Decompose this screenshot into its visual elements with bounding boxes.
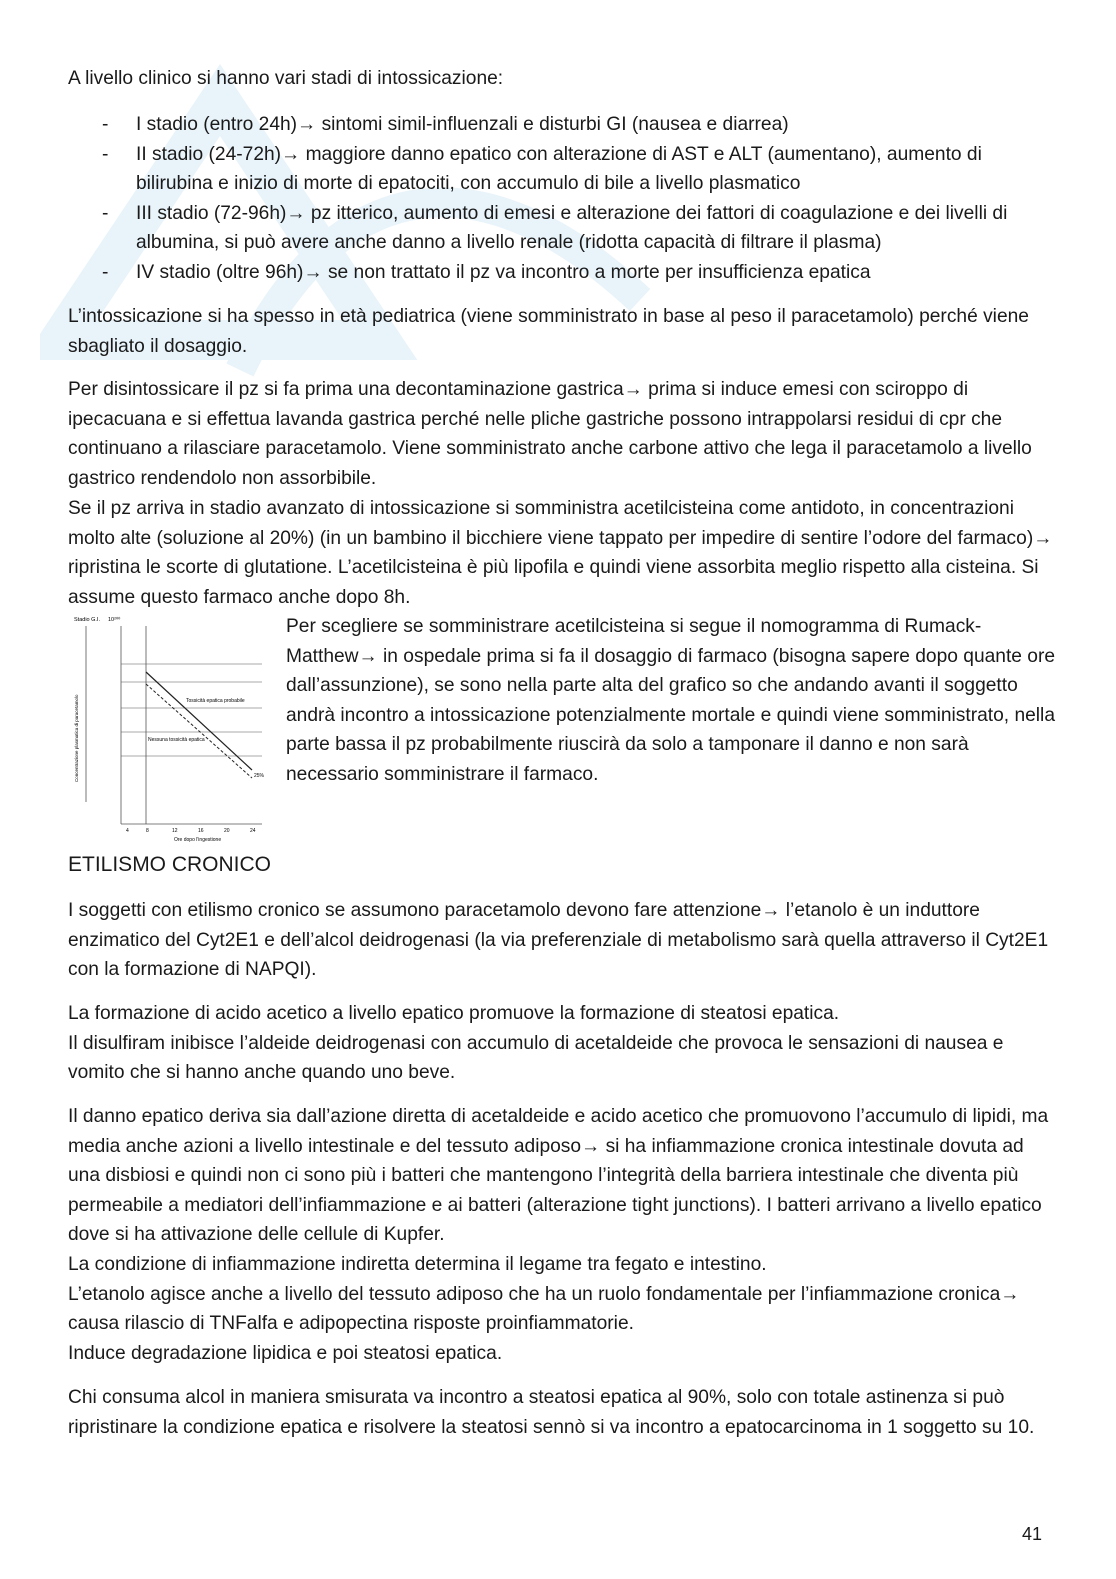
sentence: Il danno epatico deriva sia dall’azione diretta di acetaldeide e acido acetico che promuovono l’accumulo di lipidi, ma media anche azioni a livello intestinale e del tessuto adiposo→ si ha infiammazione cronica intestinale dovuta ad una disbiosi e quindi non ci sono più i batteri che mantengono l’integrità della barriera intestinale che diventa più permeabile a mediatori dell’infiammazione e ai batteri (alterazione tight junctions). I batteri arrivano a livello epatico dove si ha attivazione delle cellule di Kupfer. [68,1106,1049,1246]
list-item: - III stadio (72-96h)→ pz itterico, aumento di emesi e alterazione dei fattori di coagulazione e dei livelli di albumina, si può avere anche danno a livello renale (ridotta capacità di filtrare il plasma) [102,202,1008,254]
x-tick: 4 [126,828,129,834]
sentence: La condizione di infiammazione indiretta determina il legame tra fegato e intestino. [68,1253,767,1275]
paragraph-etilismo-4: Chi consuma alcol in maniera smisurata va incontro a steatosi epatica al 90%, solo con totale astinenza si può ripristinare la condizione epatica e risolvere la steatosi sennò si va incontro a epatocarcinoma in 1 soggetto su 10. [68,1387,1035,1438]
sentence: Il disulfiram inibisce l’aldeide deidrogenasi con accumulo di acetaldeide che provoca le sensazioni di nausea e vomito che si hanno anche quando uno beve. [68,1032,1004,1084]
paragraph-etilismo-3 [68,1102,1058,1368]
stages-list [68,110,1058,288]
figure-top-label: Stadio G.I. [74,617,100,623]
paragraph-detox-2: Se il pz arriva in stadio avanzato di intossicazione si somministra acetilcisteina come antidoto, in concentrazioni molto alte (soluzione al 20%) (in un bambino il bicchiere viene tappato per impedire di sentire l’odore del farmaco)→ ripristina le scorte di glutatione. L’acetilcisteina è più lipofila e quindi viene assorbita meglio rispetto alla cisteina. Si assume questo farmaco anche dopo 8h. [68,498,1053,608]
intro-text: A livello clinico si hanno vari stadi di intossicazione: [68,68,504,89]
paragraph-etilismo-1: I soggetti con etilismo cronico se assumono paracetamolo devono fare attenzione→ l’etanolo è un induttore enzimatico del Cyt2E1 e dell’alcol deidrogenasi (la via preferenziale di metabolismo sarà quella attraverso il Cyt2E1 con la formazione di NAPQI). [68,900,1049,981]
x-tick: 16 [198,828,204,834]
x-tick: 8 [146,828,149,834]
paragraph-nomogram: Per scegliere se somministrare acetilcisteina si segue il nomogramma di Rumack-Matthew→ in ospedale prima si fa il dosaggio di farmaco (bisogna sapere dopo quante ore dall’assunzione), se sono nella parte alta del grafico so che andando avanti il soggetto andrà incontro a intossicazione potenzialmente mortale e quindi viene somministrato, nella parte bassa il pz probabilmente riuscirà da solo a tamponare il danno e non sarà necessario somministrare il farmaco. [286,616,1056,785]
nomogram-figure [66,612,272,844]
list-item: - IV stadio (oltre 96h)→ se non trattato il pz va incontro a morte per insufficienza epatica [102,261,871,283]
sentence: L’etanolo agisce anche a livello del tessuto adiposo che ha un ruolo fondamentale per l’infiammazione cronica→ causa rilascio di TNFalfa e adipopectina risposte proinfiammatorie. [68,1283,1020,1335]
treatment-line [146,672,252,770]
x-tick: 12 [172,828,178,834]
page-number: 41 [1021,1524,1042,1544]
sentence: Induce degradazione lipidica e poi steatosi epatica. [68,1342,503,1364]
section-heading: ETILISMO CRONICO [68,853,272,876]
x-tick: 20 [224,828,230,834]
paragraph-etilismo-2 [68,999,1058,1088]
sentence: La formazione di acido acetico a livello epatico promuove la formazione di steatosi epatica. [68,1003,840,1024]
x-axis-label: Ore dopo l'ingestione [174,837,222,843]
label-25-percent: 25% [254,773,265,779]
list-item: - I stadio (entro 24h)→ sintomi simil-influenzali e disturbi GI (nausea e diarrea) [102,114,789,135]
figure-y-top: 10²⁰⁰ [108,617,121,623]
paragraph-pediatric: L’intossicazione si ha spesso in età pediatrica (viene somministrato in base al peso il paracetamolo) perché viene sbagliato il dosaggio. [68,306,1029,357]
list-item: - II stadio (24-72h)→ maggiore danno epatico con alterazione di AST e ALT (aumentano), aumento di bilirubina e inizio di morte di epatociti, con accumulo di bile a livello plasmatico [102,143,982,195]
label-no-toxicity: Nessuna tossicità epatica [148,737,205,743]
x-tick: 24 [250,828,256,834]
y-axis-label: Concentrazione plasmatica di paracetamolo [74,694,79,782]
label-high-toxicity: Tossicità epatica probabile [186,698,245,704]
paragraph-detox-1: Per disintossicare il pz si fa prima una decontaminazione gastrica→ prima si induce emesi con sciroppo di ipecacuana e si effettua lavanda gastrica perché nelle pliche gastriche possono intrappolarsi residui di cpr che continuano a rilasciare paracetamolo. Viene somministrato anche carbone attivo che lega il paracetamolo a livello gastrico rendendolo non assorbibile. [68,379,1032,489]
